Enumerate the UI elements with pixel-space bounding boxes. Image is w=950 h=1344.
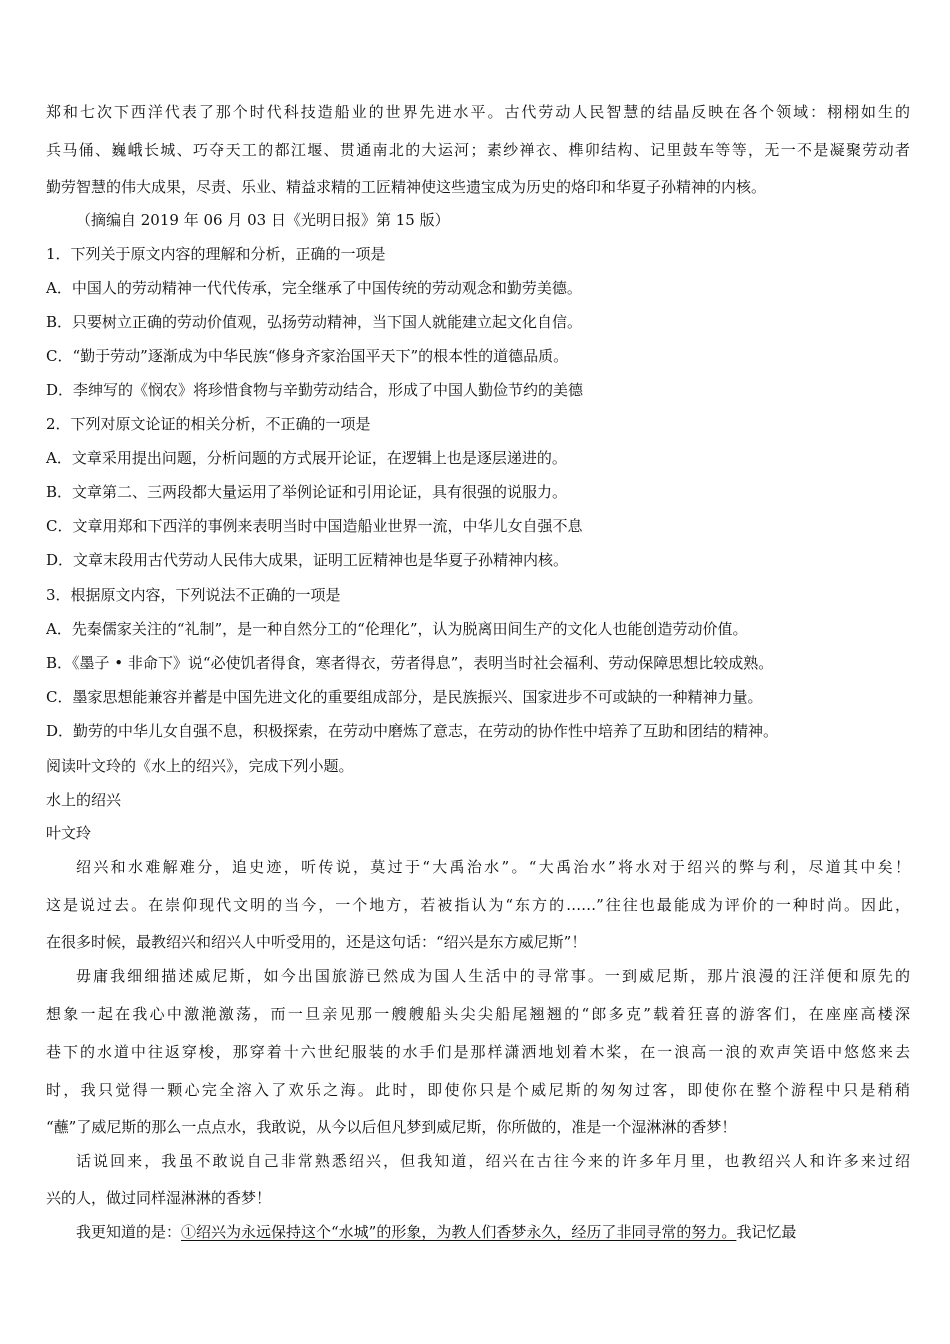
question-stem: 2．下列对原文论证的相关分析，不正确的一项是 [46, 415, 371, 433]
reading-instruction: 阅读叶文玲的《水上的绍兴》，完成下列小题。 [46, 757, 354, 775]
essay-line: 时，我只觉得一颗心完全溶入了欢乐之海。此时，即使你只是个威尼斯的匆匆过客，即使你在整个游程中只是稍稍 [46, 1081, 910, 1099]
essay-line [76, 1222, 910, 1242]
question-option: D．勤劳的中华儿女自强不息，积极探索，在劳动中磨炼了意志，在劳动的协作性中培养了互助和团结的精神。 [46, 722, 779, 740]
question-option: C．墨家思想能兼容并蓄是中国先进文化的重要组成部分，是民族振兴、国家进步不可或缺的一种精神力量。 [46, 688, 763, 706]
underlined-sentence: ①绍兴为永远保持这个“水城”的形象，为教人们香梦永久，经历了非同寻常的努力。 [181, 1223, 737, 1241]
essay-title: 水上的绍兴 [46, 791, 122, 809]
source-citation: （摘编自 2019 年 06 月 03 日《光明日报》第 15 版） [76, 211, 450, 229]
question-option: A．中国人的劳动精神一代代传承，完全继承了中国传统的劳动观念和勤劳美德。 [46, 279, 582, 297]
essay-line: 在很多时候，最教绍兴和绍兴人中听受用的，还是这句话：“绍兴是东方威尼斯”！ [46, 933, 587, 951]
essay-author: 叶文玲 [46, 824, 92, 842]
passage-line: 勤劳智慧的伟大成果，尽责、乐业、精益求精的工匠精神使这些遗宝成为历史的烙印和华夏子孙精神的内核。 [46, 178, 767, 196]
essay-line: 巷下的水道中往返穿梭，那穿着十六世纪服装的水手们是那样潇洒地划着木桨，在一浪高一浪的欢声笑语中悠悠来去 [46, 1043, 910, 1061]
question-option: D．李绅写的《悯农》将珍惜食物与辛勤劳动结合，形成了中国人勤俭节约的美德 [46, 381, 584, 399]
essay-line: “蘸”了威尼斯的那么一点点水，我敢说，从今以后但凡梦到威尼斯，你所做的，准是一个湿淋淋的香梦！ [46, 1118, 737, 1136]
essay-line: 话说回来，我虽不敢说自己非常熟悉绍兴，但我知道，绍兴在古往今来的许多年月里，也教绍兴人和许多来过绍 [76, 1152, 910, 1170]
question-option: B．《墨子 • 非命下》说“必使饥者得食，寒者得衣，劳者得息”，表明当时社会福利、劳动保障思想比较成熟。 [46, 654, 774, 672]
question-option: D．文章末段用古代劳动人民伟大成果，证明工匠精神也是华夏子孙精神内核。 [46, 551, 569, 569]
passage-line: 郑和七次下西洋代表了那个时代科技造船业的世界先进水平。古代劳动人民智慧的结晶反映在各个领域：栩栩如生的 [46, 103, 910, 121]
question-option: A．先秦儒家关注的“礼制”，是一种自然分工的“伦理化”，认为脱离田间生产的文化人也能创造劳动价值。 [46, 620, 748, 638]
question-option: A．文章采用提出问题，分析问题的方式展开论证，在逻辑上也是逐层递进的。 [46, 449, 567, 467]
question-option: C．文章用郑和下西洋的事例来表明当时中国造船业世界一流，中华儿女自强不息 [46, 517, 583, 535]
essay-text: 我记忆最 [736, 1223, 797, 1241]
question-stem: 3．根据原文内容，下列说法不正确的一项是 [46, 586, 341, 604]
essay-text: 我更知道的是： [76, 1223, 182, 1241]
question-stem: 1．下列关于原文内容的理解和分析，正确的一项是 [46, 245, 386, 263]
essay-line: 这是说过去。在崇仰现代文明的当今，一个地方，若被指认为“东方的……”往往也最能成为评价的一种时尚。因此， [46, 896, 910, 914]
passage-line: 兵马俑、巍峨长城、巧夺天工的都江堰、贯通南北的大运河；素纱禅衣、榫卯结构、记里鼓车等等，无一不是凝聚劳动者 [46, 141, 910, 159]
question-option: B．只要树立正确的劳动价值观，弘扬劳动精神，当下国人就能建立起文化自信。 [46, 313, 583, 331]
essay-line: 兴的人，做过同样湿淋淋的香梦！ [46, 1189, 272, 1207]
question-option: B．文章第二、三两段都大量运用了举例论证和引用论证，具有很强的说服力。 [46, 483, 568, 501]
question-option: C．“勤于劳动”逐渐成为中华民族“修身齐家治国平天下”的根本性的道德品质。 [46, 347, 569, 365]
essay-line: 绍兴和水难解难分，追史迹，听传说，莫过于“大禹治水”。“大禹治水”将水对于绍兴的弊与利，尽道其中矣！ [76, 858, 910, 876]
essay-line: 毋庸我细细描述威尼斯，如今出国旅游已然成为国人生活中的寻常事。一到威尼斯，那片浪漫的汪洋便和原先的 [76, 967, 910, 985]
essay-line: 想象一起在我心中激滟激荡，而一旦亲见那一艘艘船头尖尖船尾翘翘的“郎多克”载着狂喜的游客们，在座座高楼深 [46, 1005, 910, 1023]
